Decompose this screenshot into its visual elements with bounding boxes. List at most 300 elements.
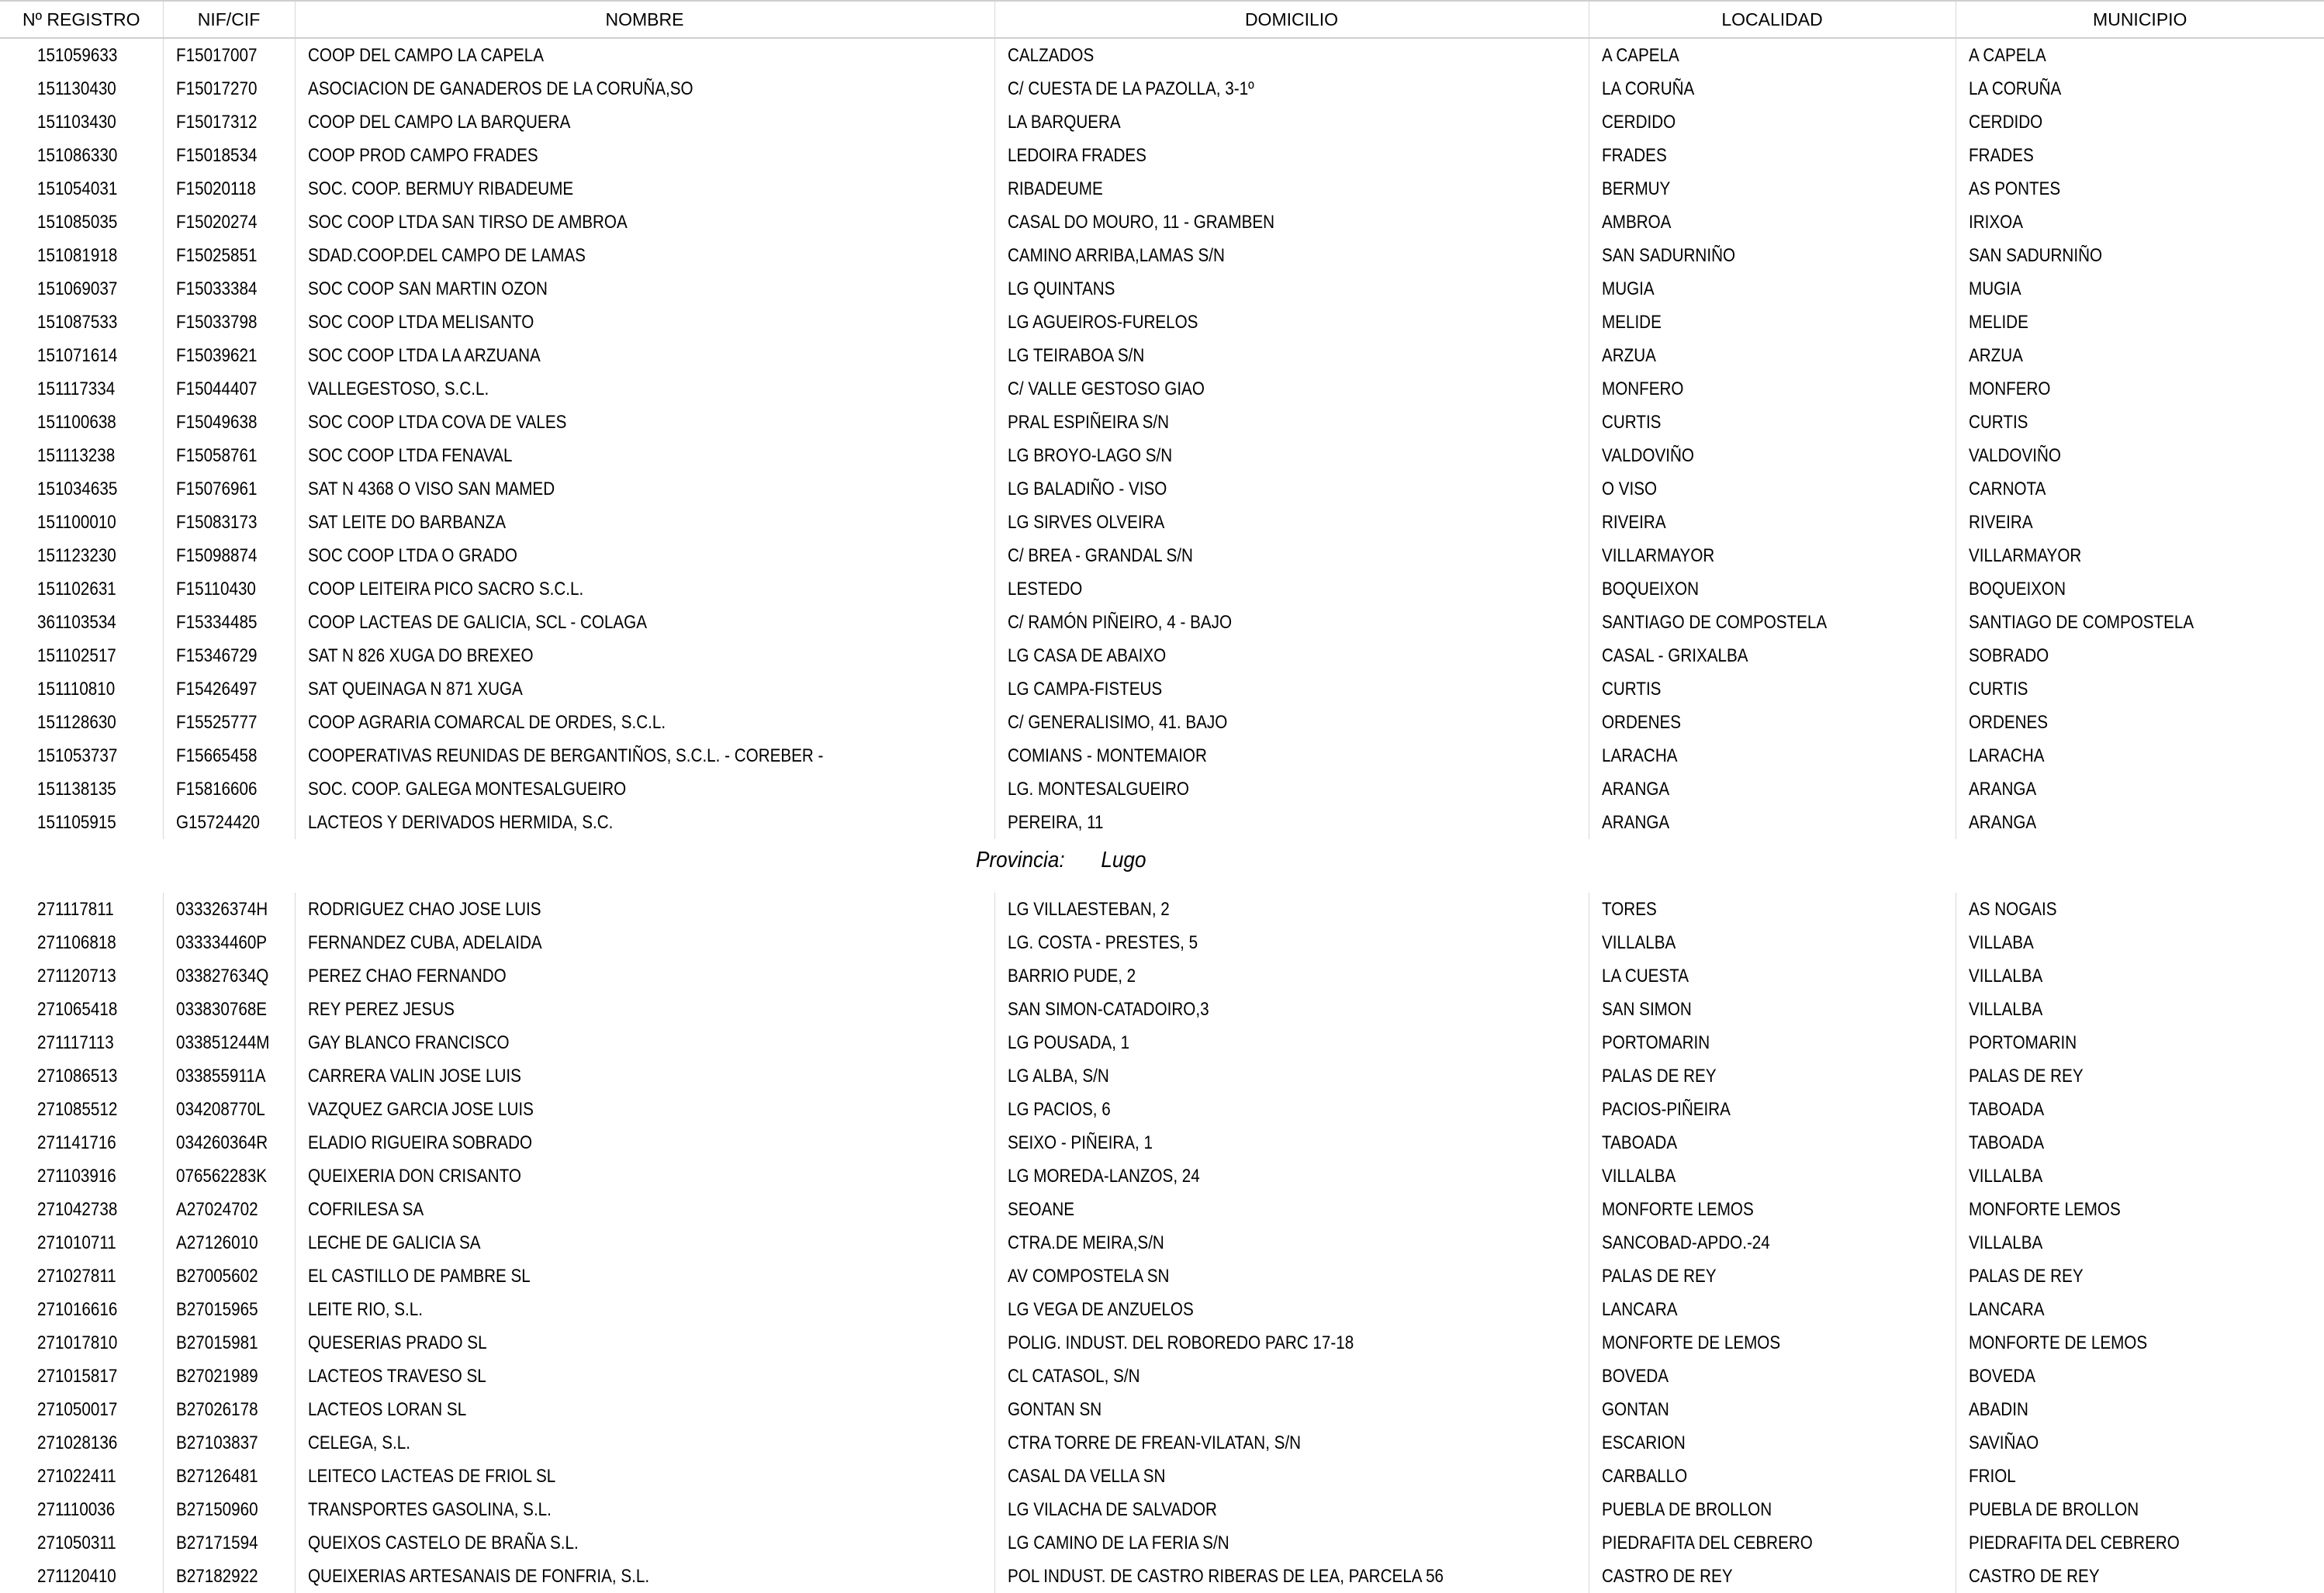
cell-registro [0,806,163,839]
table-row [0,1360,2324,1393]
cell-nombre-text: FERNANDEZ CUBA, ADELAIDA [307,932,542,953]
cell-domicilio-text: PRAL ESPIÑEIRA S/N [1007,412,1169,433]
cell-nombre [295,1126,994,1159]
cell-municipio-text: PALAS DE REY [1968,1266,2084,1287]
cell-municipio [1956,1560,2324,1593]
cell-nif-text: F15020274 [175,212,257,233]
cell-domicilio-text: COMIANS - MONTEMAIOR [1007,745,1207,766]
cell-domicilio-text: LG VEGA DE ANZUELOS [1007,1299,1194,1320]
cell-nombre-text: LEITE RIO, S.L. [307,1299,423,1320]
cell-municipio [1956,706,2324,739]
table-row [0,272,2324,306]
cell-localidad-text: TORES [1601,899,1657,920]
cell-localidad-text: A CAPELA [1601,45,1679,66]
cell-nif-text: F15033384 [175,278,257,299]
cell-municipio [1956,1460,2324,1493]
cell-localidad [1589,1326,1956,1360]
table-row [0,1393,2324,1426]
cell-localidad-text: VILLALBA [1601,1166,1676,1187]
cell-registro-text: 271050311 [37,1533,116,1553]
cell-nombre [295,572,994,606]
cell-registro-text: 151034635 [37,479,118,499]
table-row [0,72,2324,105]
table-row [0,372,2324,406]
cell-registro-text: 151059633 [37,45,118,66]
cell-domicilio [994,1193,1589,1226]
cell-municipio [1956,639,2324,672]
cell-nombre-text: COOP LACTEAS DE GALICIA, SCL - COLAGA [307,612,647,633]
cell-localidad [1589,172,1956,206]
cell-registro [0,959,163,993]
cell-domicilio-text: GONTAN SN [1007,1399,1101,1420]
table-row [0,1426,2324,1460]
cell-domicilio [994,339,1589,372]
cell-nif [163,1126,295,1159]
cell-domicilio-text: C/ RAMÓN PIÑEIRO, 4 - BAJO [1007,612,1232,633]
cell-localidad [1589,1360,1956,1393]
cell-nif [163,572,295,606]
cell-registro-text: 271065418 [37,999,118,1020]
cell-localidad [1589,239,1956,272]
cell-municipio-text: TABOADA [1968,1099,2044,1120]
cell-localidad [1589,1393,1956,1426]
cell-nif [163,1059,295,1093]
cell-municipio-text: VILLALBA [1968,966,2042,987]
cell-nif [163,1260,295,1293]
cell-nombre-text: PEREZ CHAO FERNANDO [307,966,507,987]
cell-domicilio-text: LG TEIRABOA S/N [1007,345,1144,366]
cell-registro [0,1560,163,1593]
cell-domicilio [994,1159,1589,1193]
cell-nombre [295,372,994,406]
cell-nombre [295,739,994,772]
cell-nombre-text: COOP DEL CAMPO LA CAPELA [307,45,544,66]
cell-registro-text: 271028136 [37,1432,118,1453]
cell-municipio-text: ARANGA [1968,779,2036,800]
cell-localidad [1589,1193,1956,1226]
table-row [0,672,2324,706]
table-row [0,472,2324,506]
cell-domicilio [994,139,1589,172]
table-row [0,1493,2324,1526]
cell-municipio-text: PALAS DE REY [1968,1066,2084,1087]
table-body-lugo [0,893,2324,1593]
cell-nombre-text: COOP PROD CAMPO FRADES [307,145,538,166]
cell-localidad [1589,739,1956,772]
cell-nombre-text: CELEGA, S.L. [307,1432,410,1453]
cell-domicilio [994,439,1589,472]
cell-localidad-text: MONFERO [1601,378,1683,399]
cell-nombre-text: QUESERIAS PRADO SL [307,1332,487,1353]
cell-registro [0,172,163,206]
cell-nombre-text: GAY BLANCO FRANCISCO [307,1032,510,1053]
cell-nombre-text: COOP AGRARIA COMARCAL DE ORDES, S.C.L. [307,712,666,733]
cell-municipio [1956,572,2324,606]
cell-nif-text: F15076961 [175,479,257,499]
cell-nombre [295,439,994,472]
cell-municipio-text: ABADIN [1968,1399,2028,1420]
cell-registro [0,339,163,372]
cell-registro [0,1226,163,1260]
cell-localidad-text: PIEDRAFITA DEL CEBRERO [1601,1533,1813,1553]
cell-localidad-text: BOQUEIXON [1601,579,1699,600]
cell-registro-text: 151128630 [37,712,116,733]
cell-nif-text: B27182922 [175,1566,258,1587]
cell-localidad-text: ARANGA [1601,779,1669,800]
cell-domicilio-text: LG BROYO-LAGO S/N [1007,445,1172,466]
cell-nombre [295,672,994,706]
cell-domicilio [994,806,1589,839]
cell-domicilio-text: C/ GENERALISIMO, 41. BAJO [1007,712,1227,733]
cell-municipio-text: VILLABA [1968,932,2034,953]
table-row [0,339,2324,372]
cell-domicilio [994,306,1589,339]
cell-municipio [1956,72,2324,105]
cell-domicilio [994,372,1589,406]
cell-localidad-text: MUGIA [1601,278,1655,299]
cell-domicilio-text: LG. MONTESALGUEIRO [1007,779,1189,800]
cell-registro-text: 151123230 [37,545,116,566]
table-body-coruna [0,38,2324,839]
cell-registro [0,472,163,506]
cell-nombre [295,506,994,539]
cell-nif [163,1493,295,1526]
cell-registro-text: 271106818 [37,932,116,953]
cell-municipio-text: FRADES [1968,145,2034,166]
cell-registro [0,272,163,306]
cell-localidad-text: ARANGA [1601,812,1669,833]
cell-nombre [295,1293,994,1326]
cell-nombre-text: LACTEOS Y DERIVADOS HERMIDA, S.C. [307,812,613,833]
cell-nif [163,105,295,139]
table-row [0,206,2324,239]
cell-municipio [1956,893,2324,926]
cell-domicilio-text: CASAL DA VELLA SN [1007,1466,1165,1487]
cell-municipio-text: MONFORTE LEMOS [1968,1199,2121,1220]
cell-localidad [1589,1260,1956,1293]
cell-nif-text: F15098874 [175,545,257,566]
cell-localidad-text: ORDENES [1601,712,1681,733]
cell-domicilio [994,172,1589,206]
table-row [0,739,2324,772]
cell-localidad-text: LARACHA [1601,745,1678,766]
cell-nombre [295,1526,994,1560]
cell-registro-text: 151087533 [37,312,118,333]
cell-nif [163,1326,295,1360]
cell-registro [0,1260,163,1293]
cell-registro-text: 271016616 [37,1299,118,1320]
cell-municipio [1956,139,2324,172]
cell-nombre-text: LACTEOS TRAVESO SL [307,1366,486,1387]
cell-nombre-text: VALLEGESTOSO, S.C.L. [307,378,489,399]
cell-nombre-text: LEITECO LACTEAS DE FRIOL SL [307,1466,555,1487]
cell-localidad [1589,639,1956,672]
cell-domicilio-text: LG CAMINO DE LA FERIA S/N [1007,1533,1229,1553]
cell-nif-text: 033326374H [175,899,268,920]
cell-localidad [1589,1126,1956,1159]
cell-localidad [1589,1026,1956,1059]
cell-localidad-text: SAN SIMON [1601,999,1692,1020]
cell-localidad-text: MELIDE [1601,312,1662,333]
cell-nombre [295,1426,994,1460]
cell-domicilio-text: BARRIO PUDE, 2 [1007,966,1136,987]
cell-domicilio-text: LA BARQUERA [1007,112,1121,133]
cell-localidad-text: SANCOBAD-APDO.-24 [1601,1232,1770,1253]
cell-domicilio [994,1393,1589,1426]
cell-registro [0,1493,163,1526]
cell-domicilio-text: LG. COSTA - PRESTES, 5 [1007,932,1198,953]
cell-municipio [1956,372,2324,406]
cell-registro-text: 151081918 [37,245,118,266]
cell-domicilio-text: AV COMPOSTELA SN [1007,1266,1169,1287]
table-row [0,1093,2324,1126]
cell-domicilio-text: POL INDUST. DE CASTRO RIBERAS DE LEA, PARCELA 56 [1007,1566,1444,1587]
cell-localidad [1589,539,1956,572]
cell-municipio-text: SOBRADO [1968,645,2049,666]
cell-registro-text: 271103916 [37,1166,116,1187]
cell-nombre-text: SOC. COOP. GALEGA MONTESALGUEIRO [307,779,626,800]
cell-localidad [1589,306,1956,339]
cell-nif-text: F15058761 [175,445,257,466]
cell-domicilio [994,1526,1589,1560]
cell-nif-text: F15816606 [175,779,257,800]
cell-nif [163,1393,295,1426]
cell-nombre-text: COOP DEL CAMPO LA BARQUERA [307,112,570,133]
cell-registro-text: 361103534 [37,612,116,633]
cell-localidad-text: LA CUESTA [1601,966,1689,987]
cell-domicilio-text: LG PACIOS, 6 [1007,1099,1111,1120]
cell-localidad [1589,105,1956,139]
cell-registro-text: 271022411 [37,1466,116,1487]
table-row [0,1193,2324,1226]
cell-domicilio [994,893,1589,926]
table-row [0,1159,2324,1193]
cell-municipio-text: CARNOTA [1968,479,2046,499]
cell-domicilio [994,206,1589,239]
cell-localidad-text: CURTIS [1601,679,1661,700]
cell-localidad-text: BOVEDA [1601,1366,1669,1387]
cell-municipio [1956,1426,2324,1460]
cell-registro [0,439,163,472]
cell-nif [163,1193,295,1226]
cell-nif [163,1093,295,1126]
cell-nif [163,806,295,839]
col-header-municipio: MUNICIPIO [1956,1,2324,38]
cell-municipio [1956,105,2324,139]
cell-municipio [1956,406,2324,439]
cell-nif-text: B27171594 [175,1533,258,1553]
table-row [0,105,2324,139]
cell-domicilio [994,1460,1589,1493]
cell-domicilio-text: C/ BREA - GRANDAL S/N [1007,545,1193,566]
cell-registro-text: 271085512 [37,1099,118,1120]
cell-nif-text: B27015981 [175,1332,258,1353]
table-row [0,1226,2324,1260]
cell-municipio [1956,1159,2324,1193]
cell-domicilio [994,1260,1589,1293]
cell-domicilio [994,1326,1589,1360]
cell-nombre-text: VAZQUEZ GARCIA JOSE LUIS [307,1099,534,1120]
cell-nombre [295,72,994,105]
table-row [0,1260,2324,1293]
cell-nombre [295,1460,994,1493]
table-row [0,1560,2324,1593]
cell-localidad [1589,139,1956,172]
cell-nif [163,959,295,993]
cell-registro-text: 151085035 [37,212,118,233]
table-row [0,306,2324,339]
cell-nombre [295,38,994,72]
cell-municipio [1956,439,2324,472]
cell-registro [0,926,163,959]
table-row [0,172,2324,206]
cell-municipio-text: CASTRO DE REY [1968,1566,2100,1587]
cell-nombre-text: QUEIXERIAS ARTESANAIS DE FONFRIA, S.L. [307,1566,649,1587]
cell-registro [0,639,163,672]
cell-nif [163,606,295,639]
cell-nombre [295,806,994,839]
cell-nombre [295,105,994,139]
cell-registro-text: 151053737 [37,745,118,766]
cell-nif [163,539,295,572]
cell-nif [163,72,295,105]
cell-nombre [295,1260,994,1293]
cell-nombre [295,1493,994,1526]
cell-localidad-text: CASAL - GRIXALBA [1601,645,1748,666]
cell-nombre-text: SOC COOP LTDA FENAVAL [307,445,512,466]
table-row [0,806,2324,839]
cell-nombre [295,959,994,993]
cell-localidad [1589,706,1956,739]
cell-localidad [1589,1460,1956,1493]
cell-localidad-text: LA CORUÑA [1601,78,1694,99]
cell-registro [0,893,163,926]
cell-localidad [1589,38,1956,72]
cell-localidad [1589,993,1956,1026]
cell-domicilio [994,993,1589,1026]
cell-municipio-text: VILLALBA [1968,999,2042,1020]
cell-nombre-text: REY PEREZ JESUS [307,999,455,1020]
cell-nombre [295,306,994,339]
cell-municipio [1956,206,2324,239]
cell-nif [163,993,295,1026]
province-heading [976,848,1146,873]
cell-localidad-text: CARBALLO [1601,1466,1687,1487]
cell-localidad-text: AMBROA [1601,212,1671,233]
cell-registro [0,672,163,706]
cell-municipio [1956,539,2324,572]
cell-nif-text: B27021989 [175,1366,258,1387]
cell-nombre [295,1193,994,1226]
cell-localidad-text: VILLARMAYOR [1601,545,1714,566]
cell-registro [0,139,163,172]
table-row [0,439,2324,472]
cell-registro-text: 151071614 [37,345,118,366]
cell-domicilio-text: CAMINO ARRIBA,LAMAS S/N [1007,245,1225,266]
cell-localidad [1589,1560,1956,1593]
cell-registro [0,1093,163,1126]
cell-localidad-text: TABOADA [1601,1132,1677,1153]
cell-municipio [1956,1326,2324,1360]
cell-municipio-text: RIVEIRA [1968,512,2033,533]
cell-nombre-text: SAT N 4368 O VISO SAN MAMED [307,479,555,499]
cell-nombre [295,926,994,959]
cell-municipio-text: BOQUEIXON [1968,579,2066,600]
cell-municipio-text: CURTIS [1968,679,2028,700]
cell-localidad-text: GONTAN [1601,1399,1669,1420]
cell-domicilio [994,1226,1589,1260]
cell-municipio [1956,1226,2324,1260]
cell-domicilio-text: LG SIRVES OLVEIRA [1007,512,1164,533]
cell-municipio-text: A CAPELA [1968,45,2046,66]
cell-localidad-text: VILLALBA [1601,932,1676,953]
cell-domicilio [994,1493,1589,1526]
cell-localidad-text: CURTIS [1601,412,1661,433]
cell-localidad [1589,1226,1956,1260]
col-header-localidad: LOCALIDAD [1589,1,1956,38]
cell-municipio [1956,38,2324,72]
cell-localidad-text: FRADES [1601,145,1667,166]
cell-nombre-text: SAT LEITE DO BARBANZA [307,512,506,533]
cell-domicilio-text: LG POUSADA, 1 [1007,1032,1129,1053]
table-row [0,706,2324,739]
cell-domicilio-text: SAN SIMON-CATADOIRO,3 [1007,999,1209,1020]
cell-localidad-text: SAN SADURNIÑO [1601,245,1735,266]
cell-localidad [1589,406,1956,439]
cell-nombre-text: SAT N 826 XUGA DO BREXEO [307,645,534,666]
cell-domicilio-text: LESTEDO [1007,579,1082,600]
cell-domicilio-text: SEOANE [1007,1199,1074,1220]
cell-domicilio [994,959,1589,993]
cell-nif-text: F15033798 [175,312,257,333]
cell-registro [0,1059,163,1093]
cell-municipio-text: LA CORUÑA [1968,78,2061,99]
cell-nombre-text: ELADIO RIGUEIRA SOBRADO [307,1132,532,1153]
cell-domicilio [994,739,1589,772]
cell-nif-text: F15426497 [175,679,257,700]
cell-nif-text: F15025851 [175,245,257,266]
cell-domicilio [994,772,1589,806]
cell-registro [0,539,163,572]
cell-municipio [1956,172,2324,206]
cell-registro-text: 151069037 [37,278,118,299]
cell-localidad [1589,893,1956,926]
cell-registro [0,306,163,339]
cell-domicilio [994,572,1589,606]
table-row [0,606,2324,639]
cell-registro-text: 151100638 [37,412,116,433]
table-row [0,1126,2324,1159]
cell-localidad [1589,806,1956,839]
cell-nif [163,893,295,926]
cell-nif [163,439,295,472]
col-header-domicilio: DOMICILIO [994,1,1589,38]
table-row [0,1460,2324,1493]
col-header-nif: NIF/CIF [163,1,295,38]
table-row [0,959,2324,993]
cell-localidad-text: PALAS DE REY [1601,1266,1717,1287]
cell-domicilio-text: CL CATASOL, S/N [1007,1366,1140,1387]
cell-nif-text: F15525777 [175,712,257,733]
cell-nombre-text: COOPERATIVAS REUNIDAS DE BERGANTIÑOS, S.C.L. - COREBER - [307,745,823,766]
table-row [0,506,2324,539]
cell-localidad [1589,272,1956,306]
cell-localidad-text: ARZUA [1601,345,1656,366]
cell-domicilio-text: CASAL DO MOURO, 11 - GRAMBEN [1007,212,1274,233]
cell-nombre [295,172,994,206]
cell-localidad [1589,1526,1956,1560]
cell-domicilio [994,1560,1589,1593]
